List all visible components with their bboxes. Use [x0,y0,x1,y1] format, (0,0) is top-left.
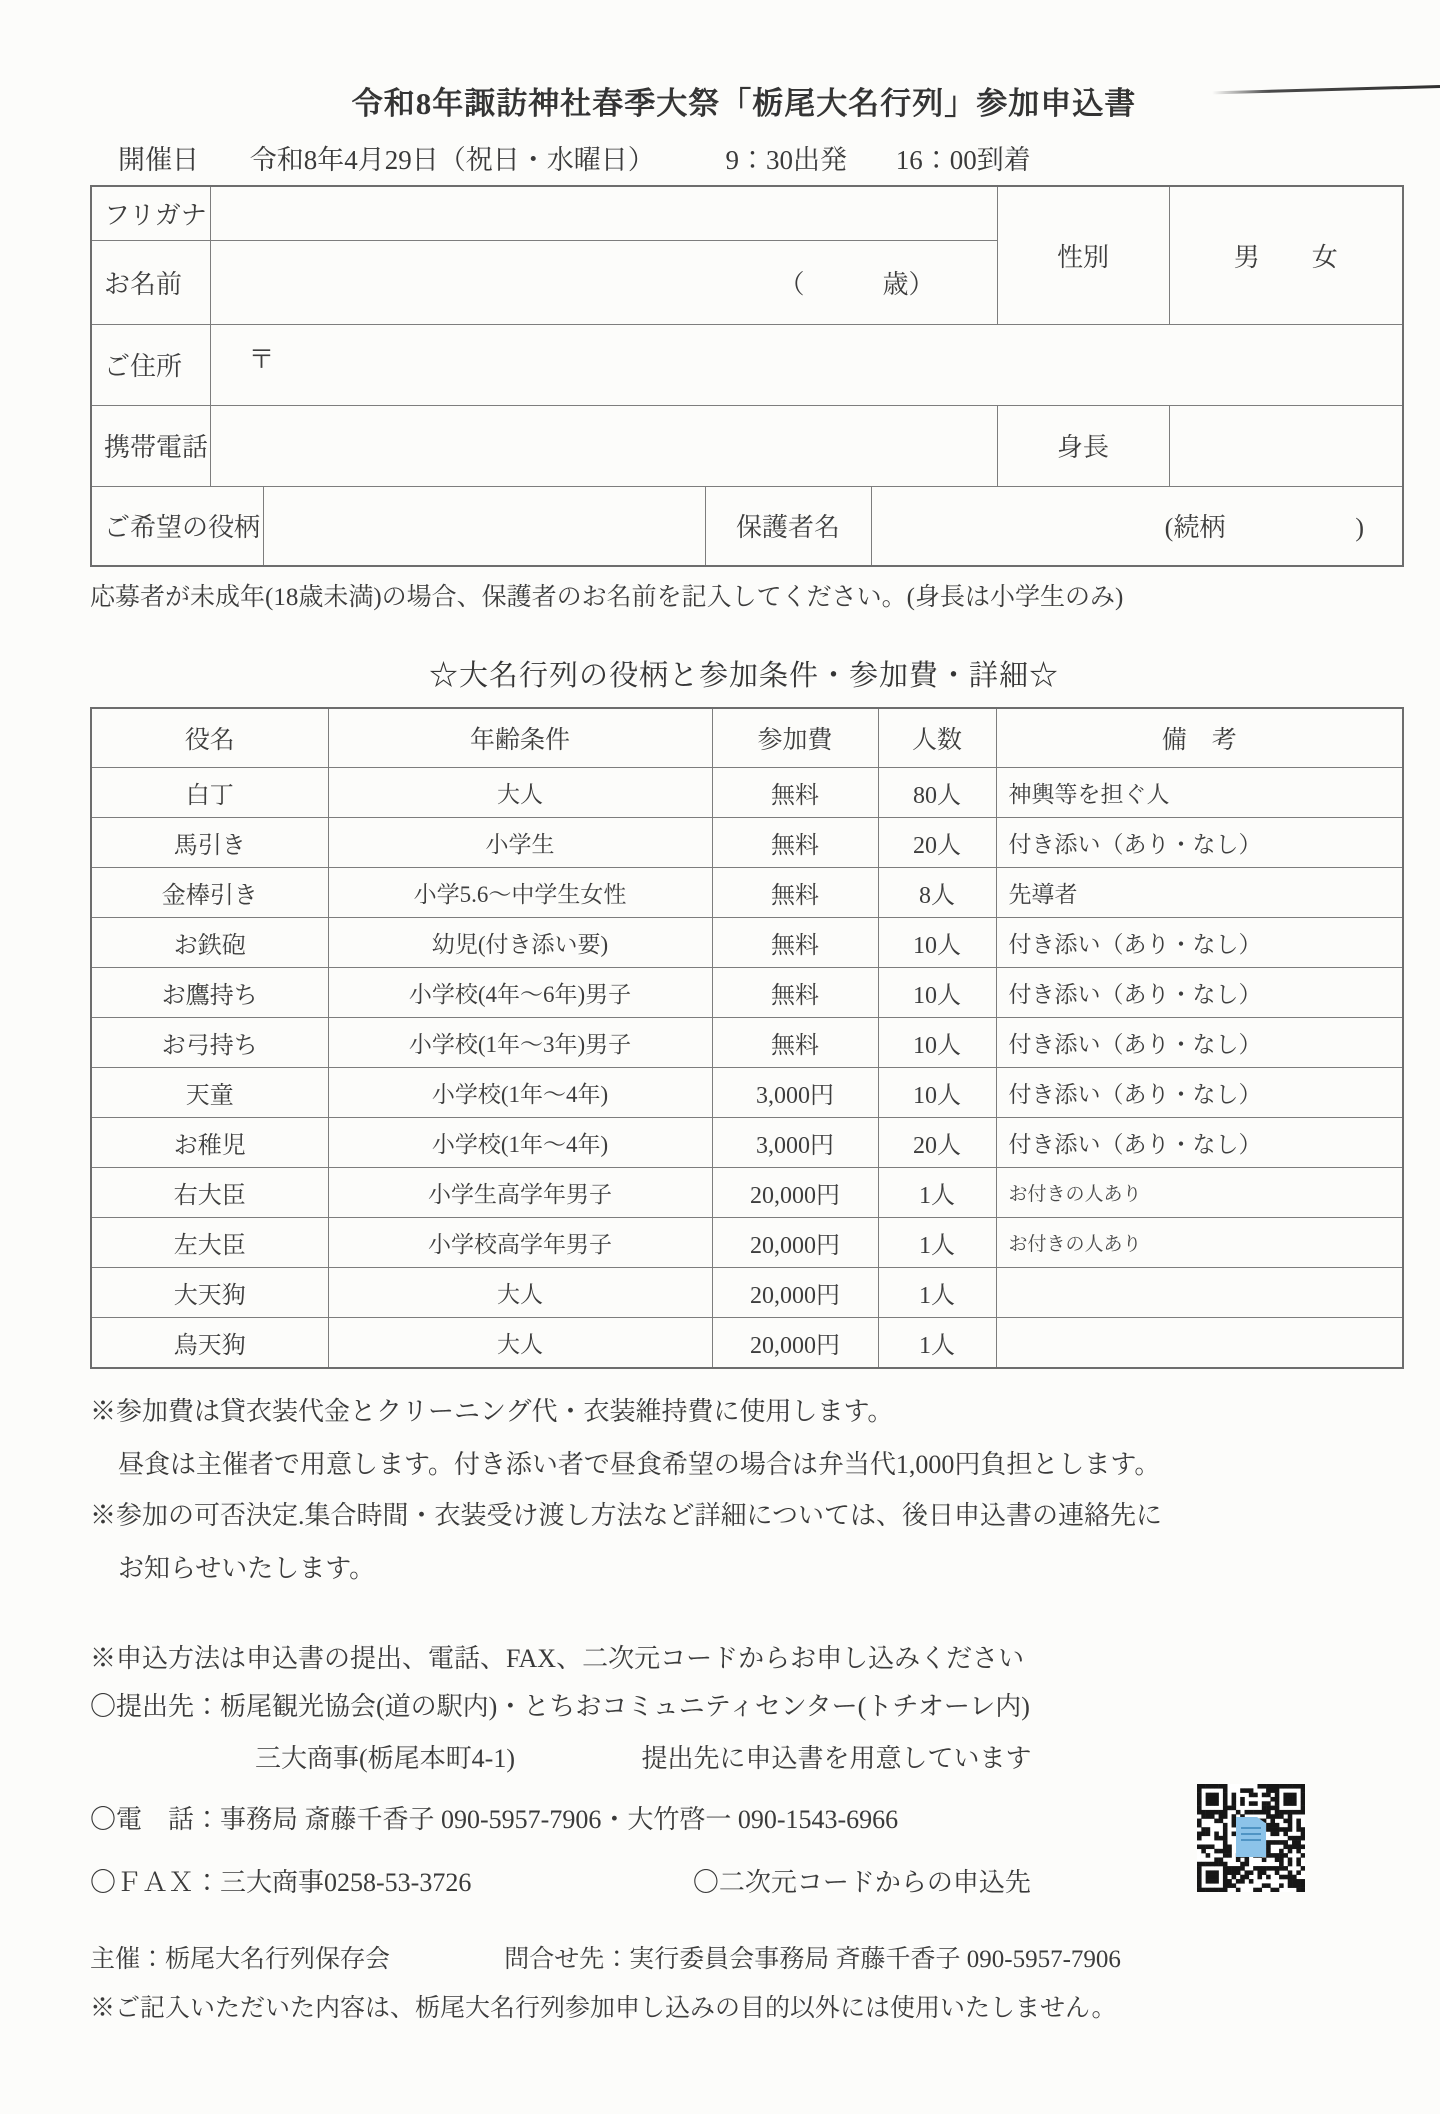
role-name: 大天狗 [91,1268,328,1318]
event-date-label: 開催日 [118,145,199,175]
role-count: 1人 [878,1168,996,1218]
role-age: 大人 [328,1318,712,1369]
role-name: 天童 [91,1068,328,1118]
role-fee: 20,000円 [712,1218,878,1268]
page-title: 令和8年諏訪神社春季大祭「栃尾大名行列」参加申込書 [351,86,1137,121]
minor-note: 応募者が未成年(18歳未満)の場合、保護者のお名前を記入してください。(身長は小学生のみ) [90,584,1124,611]
privacy-note: ※ご記入いただいた内容は、栃尾大名行列参加申し込みの目的以外には使用いたしません。 [90,1995,1117,2022]
role-age: 小学校(1年～4年) [328,1118,712,1168]
fax-contact: 〇ＦＡＸ：三大商事0258-53-3726 [90,1868,472,1897]
forms-available-note: 提出先に申込書を用意しています [641,1744,1032,1773]
role-count: 10人 [878,968,996,1018]
role-count: 80人 [878,768,996,818]
role-name: お鷹持ち [91,968,328,1018]
table-row [91,768,1403,818]
roles-header-row [91,708,1403,768]
height-label: 身長 [997,405,1169,486]
role-fee: 無料 [712,818,878,868]
table-row [91,1118,1403,1168]
role-fee: 3,000円 [712,1118,878,1168]
fee-usage-note: ※参加費は貸衣装代金とクリーニング代・衣装維持費に使用します。 [90,1397,894,1426]
role-name: 白丁 [91,768,328,818]
mobile-label: 携帯電話 [91,405,210,486]
role-count: 10人 [878,918,996,968]
table-row [91,1218,1403,1268]
role-name: お稚児 [91,1118,328,1168]
table-row [91,918,1403,968]
organizer: 主催：栃尾大名行列保存会 [90,1946,391,1973]
table-row [91,968,1403,1018]
name-label: お名前 [91,240,210,324]
role-name: 烏天狗 [91,1318,328,1369]
role-name: 右大臣 [91,1168,328,1218]
relation-hint: (続柄 ) [1164,513,1364,543]
name-field [210,240,997,324]
event-date-value: 令和8年4月29日（祝日・水曜日） [249,145,655,175]
furigana-field [210,186,997,240]
role-count: 10人 [878,1068,996,1118]
role-age: 小学校(1年～4年) [328,1068,712,1118]
sex-options: 男 女 [1169,186,1403,324]
col-age: 年齢条件 [328,708,712,768]
phone-contact-line: 〇電 話：事務局 斎藤千香子 090-5957-7906・大竹啓一 090-1543-6966 [90,1805,899,1834]
role-fee: 無料 [712,868,878,918]
role-age: 大人 [328,1268,712,1318]
table-row [91,1318,1403,1369]
role-count: 20人 [878,818,996,868]
role-note: お付きの人あり [996,1218,1403,1268]
role-note: 神輿等を担ぐ人 [996,768,1403,818]
role-fee: 無料 [712,918,878,968]
role-fee: 無料 [712,768,878,818]
role-note: 付き添い（あり・なし） [996,1018,1403,1068]
role-fee: 無料 [712,968,878,1018]
role-note: 付き添い（あり・なし） [996,968,1403,1018]
col-count: 人数 [878,708,996,768]
role-note [996,1268,1403,1318]
role-name: お鉄砲 [91,918,328,968]
role-fee: 20,000円 [712,1268,878,1318]
address-field [210,324,1403,405]
qr-apply-label: 〇二次元コードからの申込先 [692,1868,1031,1897]
role-count: 20人 [878,1118,996,1168]
event-date-line [90,138,1398,175]
table-row [91,1018,1403,1068]
role-count: 1人 [878,1318,996,1369]
height-field [1169,405,1403,486]
role-name: 金棒引き [91,868,328,918]
role-age: 小学5.6～中学生女性 [328,868,712,918]
role-fee: 20,000円 [712,1168,878,1218]
role-note: 付き添い（あり・なし） [996,918,1403,968]
table-row [91,818,1403,868]
footer-line [90,1939,1398,1973]
role-age: 小学生 [328,818,712,868]
submission-place-line2 [90,1738,1398,1773]
application-method-note: ※申込方法は申込書の提出、電話、FAX、二次元コードからお申し込みください [90,1644,1025,1673]
decision-note-line1: ※参加の可否決定.集合時間・衣装受け渡し方法など詳細については、後日申込書の連絡先に [90,1501,1162,1530]
role-age: 小学校(4年～6年)男子 [328,968,712,1018]
role-name: 馬引き [91,818,328,868]
role-age: 大人 [328,768,712,818]
roles-table [90,707,1404,1369]
role-age: 小学校(1年～3年)男子 [328,1018,712,1068]
role-fee: 3,000円 [712,1068,878,1118]
role-note: お付きの人あり [996,1168,1403,1218]
table-row [91,1168,1403,1218]
table-row [91,1268,1403,1318]
table-row [91,868,1403,918]
role-count: 1人 [878,1268,996,1318]
guardian-label: 保護者名 [705,486,871,566]
role-note: 先導者 [996,868,1403,918]
col-note: 備 考 [996,708,1403,768]
role-note: 付き添い（あり・なし） [996,1068,1403,1118]
decision-note-line2: お知らせいたします。 [118,1554,376,1583]
submission-place-line: 〇提出先：栃尾観光協会(道の駅内)・とちおコミュニティセンター(トチオーレ内) [90,1692,1030,1721]
table-row [91,1068,1403,1118]
guardian-field [871,486,1403,566]
role-count: 10人 [878,1018,996,1068]
postal-mark: 〒 [248,344,275,374]
desired-role-field [263,486,705,566]
role-count: 8人 [878,868,996,918]
applicant-info-table [90,185,1404,567]
scanned-form-page [0,78,1440,2114]
address-label: ご住所 [91,324,210,405]
role-name: お弓持ち [91,1018,328,1068]
age-hint: （ 歳） [778,269,935,299]
qr-code [1197,1784,1305,1892]
desired-role-label: ご希望の役柄 [91,486,263,566]
role-age: 幼児(付き添い要) [328,918,712,968]
furigana-label: フリガナ [91,186,210,240]
role-fee: 20,000円 [712,1318,878,1369]
role-count: 1人 [878,1218,996,1268]
col-fee: 参加費 [712,708,878,768]
role-age: 小学校高学年男子 [328,1218,712,1268]
qr-center-document-icon [1236,1817,1266,1857]
role-note: 付き添い（あり・なし） [996,1118,1403,1168]
submission-place-2: 三大商事(栃尾本町4-1) [255,1744,515,1773]
arrival-time: 16：00到着 [895,145,1031,175]
role-age: 小学生高学年男子 [328,1168,712,1218]
role-name: 左大臣 [91,1218,328,1268]
sex-label: 性別 [997,186,1169,324]
roles-section-heading: ☆大名行列の役柄と参加条件・参加費・詳細☆ [428,660,1059,692]
mobile-field [210,405,997,486]
role-fee: 無料 [712,1018,878,1068]
lunch-note: 昼食は主催者で用意します。付き添い者で昼食希望の場合は弁当代1,000円負担とします。 [118,1450,1161,1479]
role-note: 付き添い（あり・なし） [996,818,1403,868]
inquiry-contact: 問合せ先：実行委員会事務局 斉藤千香子 090-5957-7906 [504,1946,1121,1973]
departure-time: 9：30出発 [725,145,847,175]
role-note [996,1318,1403,1369]
col-role: 役名 [91,708,328,768]
